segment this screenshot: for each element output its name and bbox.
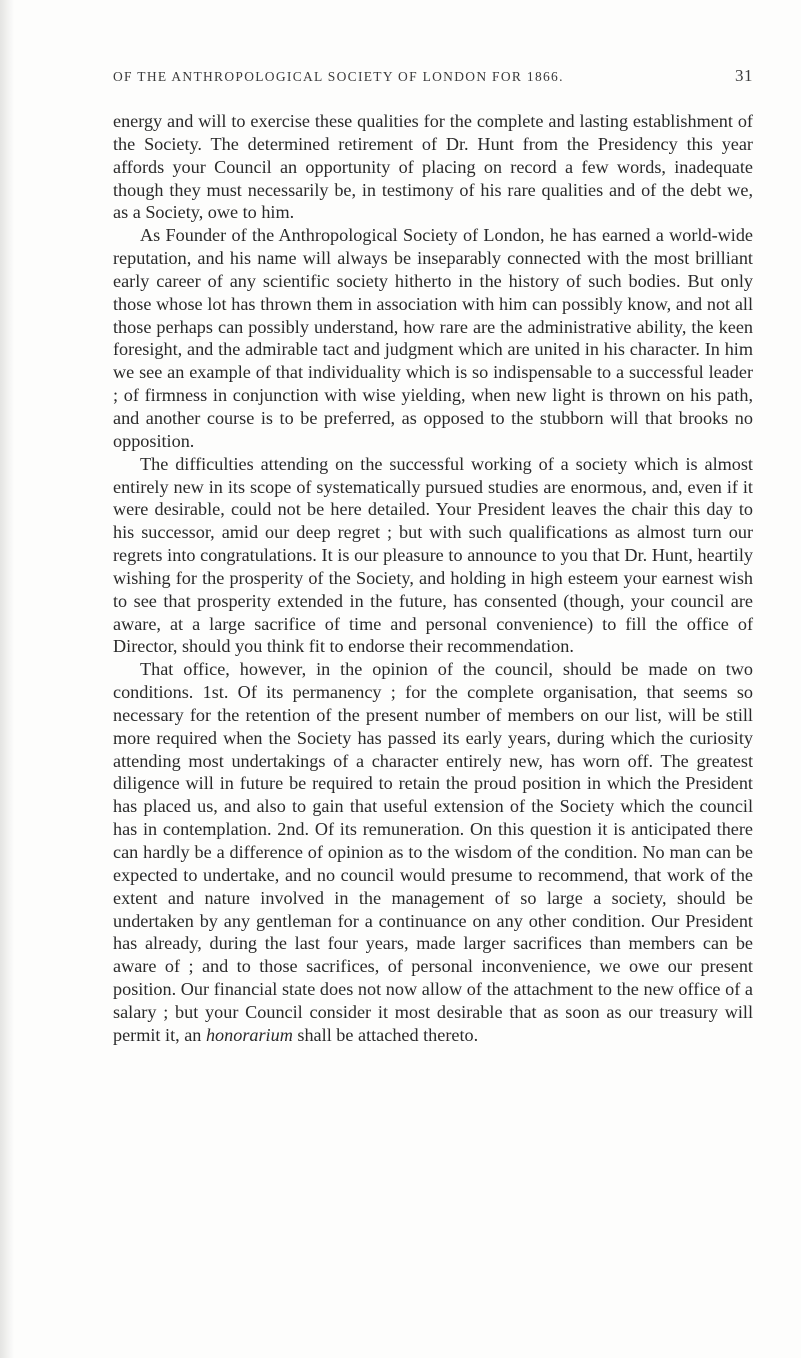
paragraph-office-conditions bbox=[113, 658, 753, 1046]
paragraph-continued: energy and will to exercise these qualities for the complete and lasting establishment of the Society. The determined retirement of Dr. Hunt from the Presidency this year affords your Council an opportunity of placing on record a few words, inadequate though they must necessarily be, in testimony of his rare qualities and of the debt we, as a Society, owe to him. bbox=[113, 111, 753, 223]
paragraph-founder: As Founder of the Anthropological Society of London, he has earned a world-wide reputation, and his name will always be inseparably connected with the most brilliant early career of any scientific society hitherto in the history of such bodies. But only those whose lot has thrown them in association with him can possibly know, and not all those perhaps can possibly understand, how rare are the administrative ability, the keen foresight, and the admirable tact and judgment which are united in his character. In him we see an example of that individuality which is so indispensable to a successful leader ; of firmness in conjunction with wise yielding, when new light is thrown on his path, and another course is to be preferred, as opposed to the stubborn will that brooks no opposition. bbox=[113, 225, 753, 451]
paragraph-office-text-a: That office, however, in the opinion of the council, should be made on two conditions. 1st. Of its permanency ; for the complete organisation, that seems so necessary for the retention of the present number of members on our list, will be still more required when the Society has passed its early years, during which the curiosity attending most undertakings of a character entirely new, has worn off. The greatest diligence will in future be required to retain the proud position in which the President has placed us, and also to gain that useful extension of the Society which the council has in contemplation. 2nd. Of its remuneration. On this question it is anticipated there can hardly be a difference of opinion as to the wisdom of the condition. No man can be expected to undertake, and no council would presume to recommend, that work of the extent and nature involved in the management of so large a society, should be undertaken by any gentleman for a continuance on any other condition. Our President has already, during the last four years, made larger sacrifices than members can be aware of ; and to those sacrifices, of personal inconvenience, we owe our present position. Our financial state does not now allow of the attachment to the new office of a salary ; but your Council consider it most desirable that as soon as our treasury will permit it, an bbox=[113, 659, 753, 1045]
running-head-title: OF THE ANTHROPOLOGICAL SOCIETY OF LONDON FOR 1866. bbox=[113, 69, 564, 84]
paragraph-office-text-b: shall be attached thereto. bbox=[292, 1024, 479, 1045]
body-text bbox=[113, 110, 753, 1047]
page-gutter-shadow bbox=[0, 0, 14, 1358]
running-head bbox=[113, 66, 753, 88]
honorarium-italic: honorarium bbox=[205, 1024, 293, 1045]
page-number: 31 bbox=[735, 66, 753, 85]
paragraph-difficulties: The difficulties attending on the successful working of a society which is almost entirely new in its scope of systematically pursued studies are enormous, and, even if it were desirable, could not be here detailed. Your President leaves the chair this day to his successor, amid our deep regret ; but with such qualifications as almost turn our regrets into congratulations. It is our pleasure to announce to you that Dr. Hunt, heartily wishing for the prosperity of the Society, and holding in high esteem your earnest wish to see that prosperity extended in the future, has consented (though, your council are aware, at a large sacrifice of time and personal convenience) to fill the office of Director, should you think fit to endorse their recommendation. bbox=[113, 453, 753, 657]
